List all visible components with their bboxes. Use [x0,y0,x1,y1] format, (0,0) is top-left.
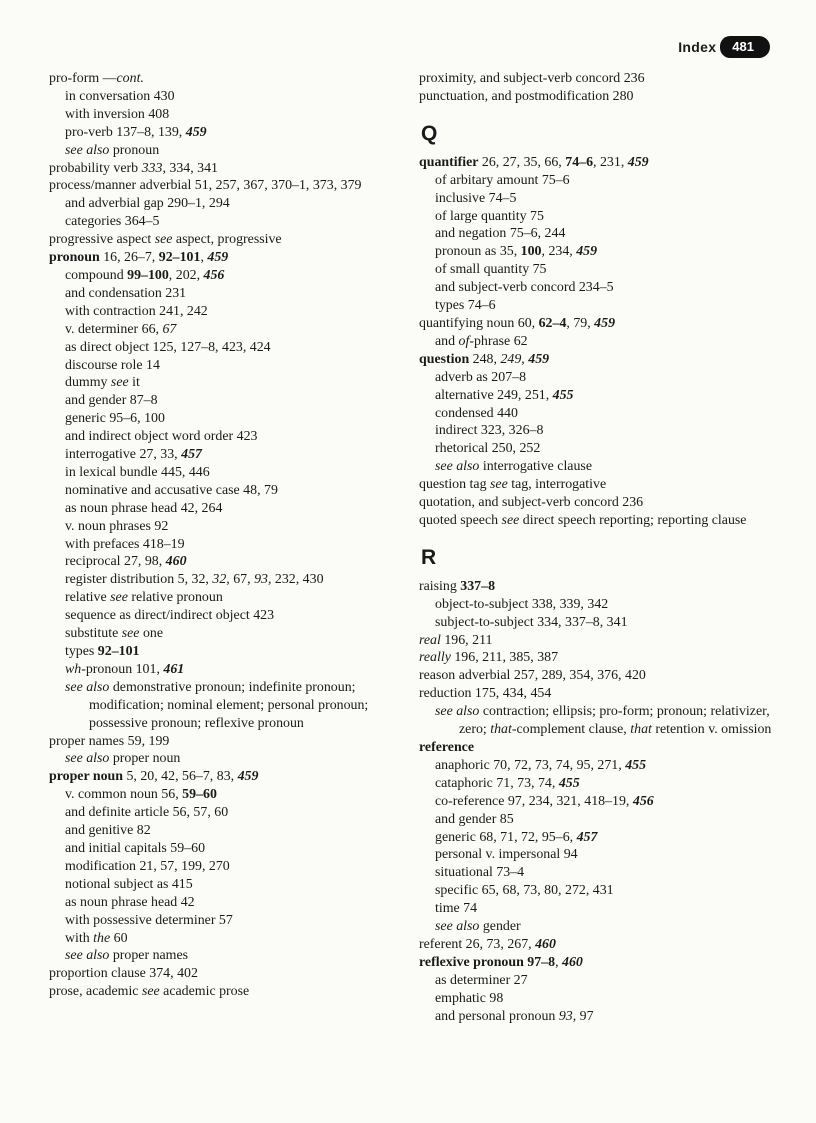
index-subentry: types 92–101 [65,644,140,659]
index-subentry: notional subject as 415 [65,876,193,892]
index-subentry: condensed 440 [435,405,518,421]
index-entry: reference [419,740,475,755]
index-subentry: and personal pronoun 93, 97 [435,1008,594,1024]
index-subentry: reciprocal 27, 98, 460 [65,554,187,570]
index-subentry: inclusive 74–5 [435,190,517,206]
index-entry: quoted speech see direct speech reporting; reporting clause [419,512,747,528]
index-subentry: adverb as 207–8 [435,369,527,385]
index-entry: probability verb 333, 334, 341 [49,160,218,176]
index-subentry: in conversation 430 [65,88,175,104]
index-subentry: nominative and accusative case 48, 79 [65,482,278,498]
index-subentry: generic 95–6, 100 [65,411,165,427]
index-subentry: specific 65, 68, 73, 80, 272, 431 [435,883,614,899]
running-head [678,36,770,58]
index-entry: referent 26, 73, 267, 460 [419,936,556,952]
index-subentry: alternative 249, 251, 455 [435,387,574,403]
index-subentry: as determiner 27 [435,972,528,988]
index-subentry: substitute see one [65,626,164,642]
index-subentry: time 74 [435,901,478,917]
index-subentry: and gender 87–8 [65,393,158,409]
index-subentry: compound 99–100, 202, 456 [65,267,225,283]
index-subentry: situational 73–4 [435,865,525,881]
index-subentry: see also gender [435,919,521,935]
index-entry: really 196, 211, 385, 387 [419,650,559,666]
index-subentry: v. noun phrases 92 [65,518,169,534]
index-entry: proper noun 5, 20, 42, 56–7, 83, 459 [49,769,259,785]
index-subentry: subject-to-subject 334, 337–8, 341 [435,614,628,630]
index-subentry: modification 21, 57, 199, 270 [65,858,230,874]
index-subentry: and of-phrase 62 [435,333,528,349]
index-column-left [49,70,394,1001]
index-subentry: emphatic 98 [435,990,504,1006]
index-subentry: relative see relative pronoun [65,590,223,606]
index-subentry: of arbitary amount 75–6 [435,172,570,188]
index-entry: raising 337–8 [419,578,496,594]
index-subentry: cataphoric 71, 73, 74, 455 [435,775,580,791]
index-subentry: rhetorical 250, 252 [435,441,541,457]
index-subentry: and genitive 82 [65,823,151,839]
index-subentry: see also pronoun [65,142,160,158]
index-subentry: v. common noun 56, 59–60 [65,787,217,803]
index-subentry: see also demonstrative pronoun; indefinite pronoun; modification; nominal element; personal pronoun; possessive pronoun; reflexive pronoun [65,679,369,731]
index-subentry: pronoun as 35, 100, 234, 459 [435,244,598,260]
index-column-right [419,70,795,1026]
index-entry: proportion clause 374, 402 [49,966,198,982]
section-letter: Q [421,121,438,145]
index-subentry: and negation 75–6, 244 [435,226,566,242]
index-subentry: discourse role 14 [65,357,160,373]
index-entry: reflexive pronoun 97–8, 460 [419,954,583,970]
index-subentry: see also contraction; ellipsis; pro-form; pronoun; relativizer, zero; that-complement clause, that retention v. omission [435,704,772,738]
index-subentry: generic 68, 71, 72, 95–6, 457 [435,829,598,845]
index-subentry: see also proper names [65,948,189,964]
index-subentry: of small quantity 75 [435,262,547,278]
index-entry: reason adverbial 257, 289, 354, 376, 420 [419,668,646,684]
index-subentry: interrogative 27, 33, 457 [65,447,202,463]
index-entry: prose, academic see academic prose [49,984,250,1000]
index-entry: proper names 59, 199 [49,733,170,749]
index-subentry: categories 364–5 [65,214,160,230]
index-subentry: with possessive determiner 57 [65,912,233,928]
page-number-badge: 481 [720,36,770,58]
index-entry: quotation, and subject-verb concord 236 [419,495,644,511]
index-subentry: and initial capitals 59–60 [65,840,206,856]
index-subentry: types 74–6 [435,298,496,314]
index-entry: pro-form —cont. [49,71,144,86]
index-subentry: and adverbial gap 290–1, 294 [65,196,230,212]
index-subentry: v. determiner 66, 67 [65,321,177,337]
index-entry: question tag see tag, interrogative [419,477,607,493]
index-subentry: with the 60 [65,930,128,946]
index-subentry: with contraction 241, 242 [65,303,208,319]
index-subentry: in lexical bundle 445, 446 [65,464,210,480]
index-entry: question 248, 249, 459 [419,351,550,367]
index-entry: pronoun 16, 26–7, 92–101, 459 [49,250,229,266]
index-subentry: sequence as direct/indirect object 423 [65,608,275,624]
running-head-title: Index [678,39,717,55]
index-subentry: with prefaces 418–19 [65,536,185,552]
index-entry: proximity, and subject-verb concord 236 [419,71,645,86]
index-subentry: wh-pronoun 101, 461 [65,661,185,677]
index-subentry: of large quantity 75 [435,208,544,224]
index-entry: process/manner adverbial 51, 257, 367, 370–1, 373, 379 [49,178,362,194]
index-subentry: personal v. impersonal 94 [435,847,578,863]
index-entry: reduction 175, 434, 454 [419,686,552,702]
index-subentry: as noun phrase head 42, 264 [65,500,223,516]
index-subentry: as noun phrase head 42 [65,894,195,910]
index-subentry: and gender 85 [435,811,514,827]
index-subentry: dummy see it [65,375,140,391]
index-entry: quantifier 26, 27, 35, 66, 74–6, 231, 459 [419,154,649,170]
index-entry: punctuation, and postmodification 280 [419,88,634,104]
section-letter: R [421,545,437,569]
index-subentry: and condensation 231 [65,285,187,301]
index-subentry: and subject-verb concord 234–5 [435,280,614,296]
index-entry: progressive aspect see aspect, progressive [49,232,282,248]
index-entry: real 196, 211 [419,632,493,648]
index-subentry: indirect 323, 326–8 [435,423,544,439]
index-subentry: see also proper noun [65,751,181,767]
index-subentry: object-to-subject 338, 339, 342 [435,596,609,612]
index-subentry: co-reference 97, 234, 321, 418–19, 456 [435,793,654,809]
index-subentry: and definite article 56, 57, 60 [65,805,229,821]
index-entry: quantifying noun 60, 62–4, 79, 459 [419,315,616,331]
index-subentry: and indirect object word order 423 [65,429,258,445]
index-subentry: as direct object 125, 127–8, 423, 424 [65,339,271,355]
index-subentry: register distribution 5, 32, 32, 67, 93, 232, 430 [65,572,324,588]
index-subentry: see also interrogative clause [435,459,592,475]
index-subentry: anaphoric 70, 72, 73, 74, 95, 271, 455 [435,757,647,773]
index-subentry: with inversion 408 [65,106,170,122]
index-subentry: pro-verb 137–8, 139, 459 [65,124,207,140]
